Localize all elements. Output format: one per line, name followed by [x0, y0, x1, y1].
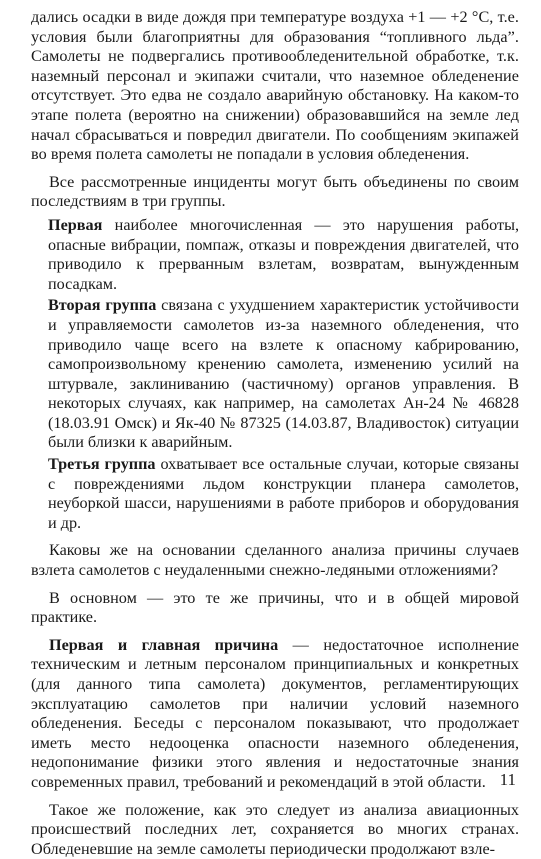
- group-second-text: связана с ухудшением характеристик устойчивости и управляемости самолетов из-за наземного обледенения, что приводило чаще всего на взлете к опасному кабрированию, самопроизвольному кренению самолета, изменению усилий на штурвале, заклиниванию (частичному) органов управления. В некоторых случаях, как например, на самолетах Ан-24 № 46828 (18.03.91 Омск) и Як-40 № 87325 (14.03.87, Владивосток) ситуации были близки к аварийным.: [48, 296, 520, 452]
- paragraph-intro: дались осадки в виде дождя при температуре воздуха +1 — +2 °С, т.е. условия были благоприятны для образования “топливного льда”. Самолеты не подвергались противообледенительной обработке, т.к. наземный персонал и экипажи считали, что наземное обледенение отсутствует. Это едва не создало аварийную обстановку. На каком-то этапе полета (вероятно на снижении) образовавшийся на земле лед начал сбрасываться и повредил двигатели. По сообщениям экипажей во время полета самолеты не попадали в условия обледенения.: [31, 8, 519, 164]
- paragraph-main-cause: [31, 636, 519, 793]
- paragraph-groups-intro: Все рассмотренные инциденты могут быть объединены по своим последствиям в три группы.: [31, 172, 519, 211]
- paragraph-question: Каковы же на основании сделанного анализа причины случаев взлета самолетов с неудаленными снежно-ледяными отложениями?: [31, 541, 519, 580]
- paragraph-answer: В основном — это те же причины, что и в общей мировой практике.: [31, 588, 519, 627]
- group-third: [31, 455, 519, 533]
- main-cause-lead: Первая и главная причина: [49, 635, 279, 654]
- page-body: [31, 8, 519, 859]
- group-first: [31, 216, 519, 294]
- group-third-text: охватывает все остальные случаи, которые связаны с повреждениями льдом конструкции планера самолетов, неуборкой шасси, нарушениями в работе приборов и оборудования и др.: [48, 455, 519, 532]
- main-cause-text: — недостаточное исполнение техническим и летным персоналом принципиальных и конкретных (для данного типа самолета) документов, регламентирующих эксплуатацию самолетов при наличии условий наземного обледенения. Беседы с персоналом показывают, что продолжает иметь место недооценка опасности наземного обледенения, недопонимание физики этого явления и недостаточные знания современных правил, требований и рекомендаций в этой области.: [31, 635, 519, 791]
- group-first-lead: Первая: [48, 215, 103, 234]
- paragraph-world-situation: Такое же положение, как это следует из анализа авиационных происшествий последних лет, сохраняется во многих странах. Обледеневшие на земле самолеты периодически продолжают взле-: [31, 800, 519, 858]
- group-second: [31, 296, 519, 453]
- group-third-lead: Третья группа: [48, 455, 156, 474]
- group-second-lead: Вторая группа: [48, 296, 157, 315]
- group-first-text: наиболее многочисленная — это нарушения работы, опасные вибрации, помпаж, отказы и повреждения двигателей, что приводило к прерванным взлетам, возвратам, вынужденным посадкам.: [48, 215, 519, 293]
- page-number: 11: [499, 770, 516, 789]
